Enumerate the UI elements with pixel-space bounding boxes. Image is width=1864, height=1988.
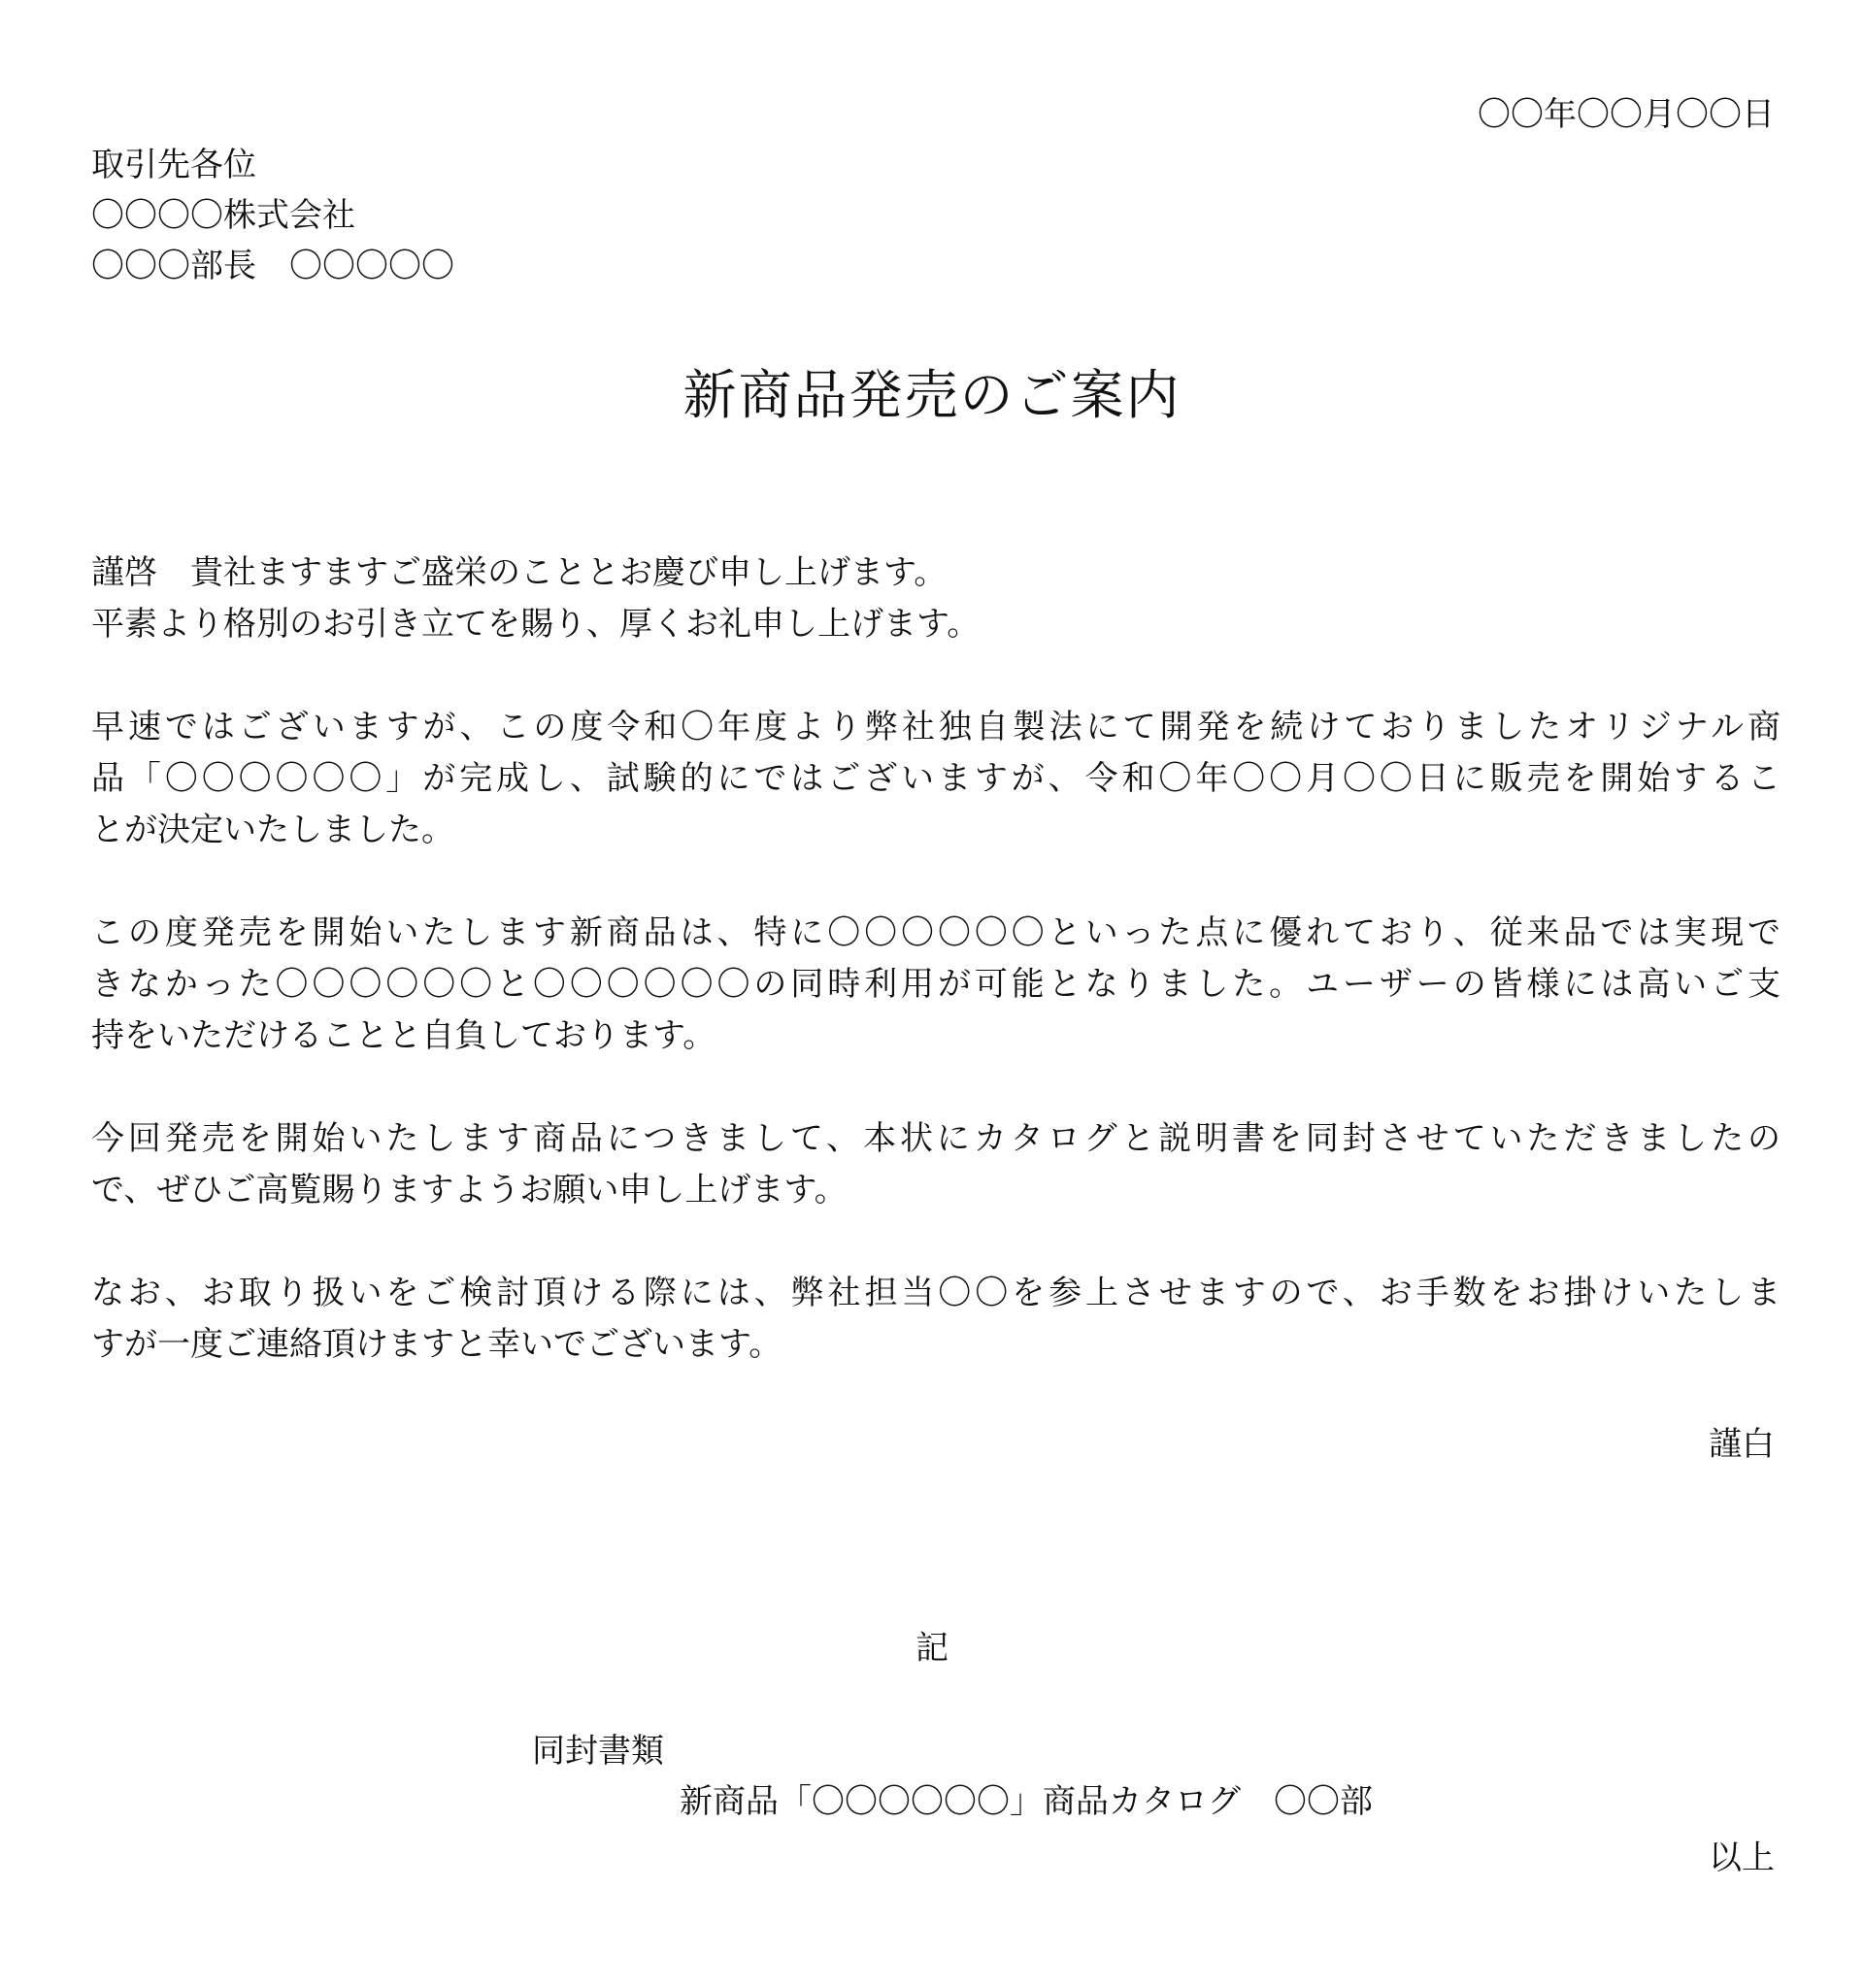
body-paragraph-2 — [91, 908, 1781, 1062]
recipient-person: 〇〇〇部長 〇〇〇〇〇 — [91, 247, 454, 285]
letter-date: 〇〇年〇〇月〇〇日 — [1478, 95, 1775, 134]
end-mark: 以上 — [1709, 1839, 1775, 1877]
greeting-line: 平素より格別のお引き立てを賜り、厚くお礼申し上げます。 — [91, 605, 981, 644]
paragraph-line: 早速ではございますが、この度令和〇年度より弊社独自製法にて開発を続けておりましたオリジナル商 — [91, 708, 1781, 746]
body-paragraph-1 — [91, 702, 1781, 856]
paragraph-line: で、ぜひご高覧賜りますようお願い申し上げます。 — [91, 1171, 848, 1209]
paragraph-line: きなかった〇〇〇〇〇〇と〇〇〇〇〇〇の同時利用が可能となりました。ユーザーの皆様には高いご支 — [91, 965, 1781, 1004]
paragraph-line: 持をいただけることと自負しております。 — [91, 1016, 716, 1055]
body-paragraph-3 — [91, 1113, 1781, 1216]
paragraph-line: 品「〇〇〇〇〇〇」が完成し、試験的にではございますが、令和〇年〇〇月〇〇日に販売を開始するこ — [91, 759, 1781, 798]
paragraph-line: この度発売を開始いたします新商品は、特に〇〇〇〇〇〇といった点に優れており、従来品では実現で — [91, 913, 1781, 952]
enclosure-label: 同封書類 — [532, 1732, 664, 1771]
paragraph-line: 今回発売を開始いたします商品につきまして、本状にカタログと説明書を同封させていただきましたの — [91, 1119, 1781, 1158]
paragraph-line: すが一度ご連絡頂けますと幸いでございます。 — [91, 1325, 782, 1364]
closing-word: 謹白 — [1709, 1425, 1775, 1464]
paragraph-line: とが決定いたしました。 — [91, 811, 454, 849]
enclosure-item: 新商品「〇〇〇〇〇〇」商品カタログ 〇〇部 — [680, 1782, 1373, 1821]
body-paragraph-4 — [91, 1268, 1781, 1371]
letter-title: 新商品発売のご案内 — [682, 364, 1182, 426]
recipient-line-1: 取引先各位 — [91, 146, 256, 184]
paragraph-line: なお、お取り扱いをご検討頂ける際には、弊社担当〇〇を参上させますので、お手数をお掛けいたしま — [91, 1274, 1781, 1312]
greeting-line: 謹啓 貴社ますますご盛栄のこととお慶び申し上げます。 — [91, 553, 948, 592]
ki-heading: 記 — [915, 1629, 949, 1668]
recipient-company: 〇〇〇〇株式会社 — [91, 196, 355, 235]
greeting-paragraph — [91, 547, 1781, 650]
